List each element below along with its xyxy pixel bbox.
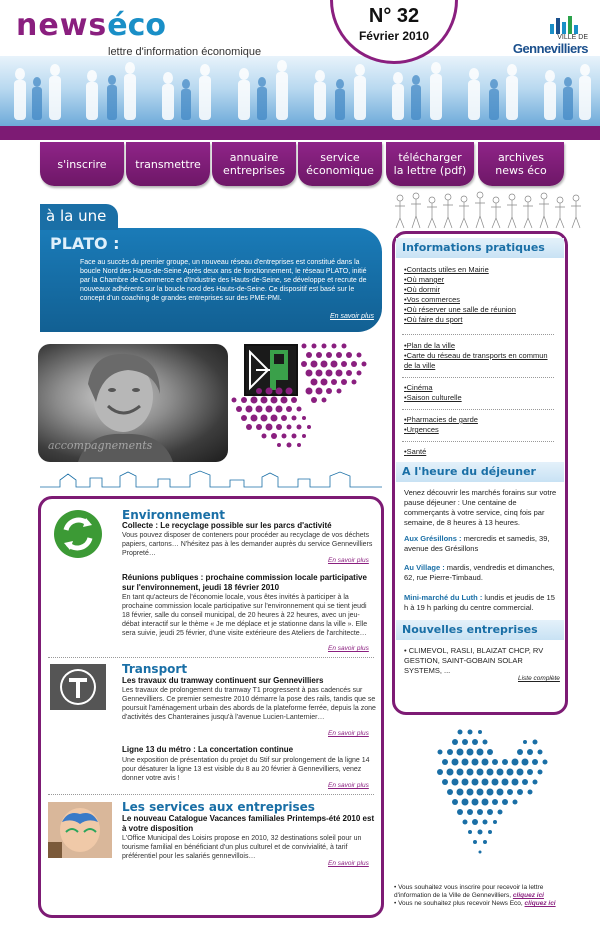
issue-badge <box>330 0 458 64</box>
article-title-reunions[interactable]: Réunions publiques : prochaine commission locale participative sur l'environnement, jeudi 18 février 2010 <box>122 573 367 592</box>
article-text-reunions: En tant qu'acteurs de l'économie locale, vous êtes invités à participer à la prochaine commission locale participative sur l'environnement qui se tient jeudi 18 février, salle du conseil municipal, de 20 heures à 22 heures, avec un jeu-débat interactif sur le thème « Je me déplace et je stationne dans la ville ». Elle sera suivie, jeudi 25 février, d'une visite extérieure des Ateliers de l'architecte… <box>122 594 368 637</box>
divider <box>402 334 554 335</box>
footer-subscribe-link[interactable]: cliquez ici <box>512 892 544 899</box>
infos-list-5 <box>404 447 426 457</box>
nav-transmettre[interactable]: transmettre <box>126 142 210 186</box>
divider <box>48 657 374 658</box>
city-prefix: VILLE DE <box>557 34 588 41</box>
plato-text: Face au succès du premier groupe, un nouveau réseau d'entreprises est constitué dans la boucle Nord des Hauts-de-Seine Après deux ans de fonctionnement, le réseau PLATO, initié par la Chambre de Commerce et d'Industrie des Hauts-de-Seine, se développe et recrute de nouveaux adhérents sur la boucle nord des Hauts-de-Seine. Ce dispositif est basé sur le concept d'un coaching de grandes entreprises sur des PME-PMI. <box>80 259 367 302</box>
marche-luth <box>404 593 558 613</box>
nav-service-economique[interactable]: service économique <box>298 142 382 186</box>
footer-subscribe-line <box>394 884 578 900</box>
logo-news: news <box>16 8 108 43</box>
link-cinema[interactable]: • Cinéma <box>404 383 462 393</box>
nouvelles-text: • CLIMEVOL, RASLI, BLAIZAT CHCP, RV GESTION, SAINT-GOBAIN SOLAR SYSTEMS, ... <box>404 646 544 675</box>
marche-luth-text: lundis et jeudis de 15 h à 19 h parking du centre commercial. <box>404 593 555 612</box>
article-title-ligne13[interactable]: Ligne 13 du métro : La concertation continue <box>122 745 294 754</box>
logo-subtitle: lettre d'information économique <box>108 46 262 58</box>
nav-archives[interactable]: archives news éco <box>478 142 564 186</box>
article-text-tramway: Les travaux de prolongement du tramway T1 progressent à pas cadencés sur Gennevilliers. Ce premier semestre 2010 démarre la pose des rails, tandis que se poursuit l'aménagement urbain des abords de la plateforme ferrée, depuis la zone d'activités des Chanteraines jusqu'à l'avenue Lucien-Lanternier… <box>122 687 376 721</box>
child-painted-face-icon <box>48 802 112 858</box>
main-nav <box>0 142 600 190</box>
dejeuner-title: A l'heure du déjeuner <box>402 465 536 478</box>
tramway-t-icon <box>50 664 106 710</box>
article-title-collecte[interactable]: Collecte : Le recyclage possible sur les parcs d'activité <box>122 521 332 530</box>
article-title-tramway[interactable]: Les travaux du tramway continuent sur Gennevilliers <box>122 676 324 685</box>
footer-line1: • Vous souhaitez vous inscrire pour recevoir la lettre d'information de la Ville de Gennevilliers, <box>394 884 544 899</box>
more-link-ligne13[interactable]: En savoir plus <box>328 782 369 789</box>
footer-subscription-note <box>394 884 578 908</box>
article-text-catalogue: L'Office Municipal des Loisirs propose en 2010, 32 destinations soleil pour un tourisme familial en bénéficiant d'un plus culturel et de convivialité, à tarif préférentiel pour les salariés gennevillois… <box>122 835 362 860</box>
link-ou-manger[interactable]: • Où manger <box>404 275 516 285</box>
infos-title: Informations pratiques <box>402 241 545 254</box>
marche-village-name: Au Village : <box>404 563 445 572</box>
city-name: Gennevilliers <box>512 41 588 56</box>
logo-eco: éco <box>107 8 167 43</box>
divider <box>402 377 554 378</box>
dots-decoration-blue <box>420 724 580 880</box>
plato-more-link[interactable]: En savoir plus <box>330 313 374 320</box>
marche-village <box>404 563 558 583</box>
article-text-collecte: Vous pouvez disposer de conteners pour procéder au recyclage de vos déchets papiers, cartons… N'hésitez pas à les demander auprès du service Gennevilliers Propreté… <box>122 532 373 557</box>
nav-telecharger[interactable]: télécharger la lettre (pdf) <box>386 142 474 186</box>
dots-decoration-purple <box>226 338 386 468</box>
link-pharmacies[interactable]: • Pharmacies de garde <box>404 415 478 425</box>
crowd-banner <box>0 56 600 128</box>
nouvelles-more-link[interactable]: Liste complète <box>518 675 560 682</box>
issue-number: N° 32 <box>368 5 420 27</box>
nouvelles-title: Nouvelles entreprises <box>402 623 538 636</box>
newseco-logo <box>16 8 262 58</box>
more-link-catalogue[interactable]: En savoir plus <box>328 860 369 867</box>
skyline-decoration <box>40 468 382 488</box>
more-link-collecte[interactable]: En savoir plus <box>328 557 369 564</box>
plato-title: PLATO : <box>50 234 120 253</box>
more-link-reunions[interactable]: En savoir plus <box>328 645 369 652</box>
more-link-tramway[interactable]: En savoir plus <box>328 730 369 737</box>
infos-list-2 <box>404 341 554 371</box>
section-title-environnement: Environnement <box>122 508 225 522</box>
footer-unsubscribe-line <box>394 900 578 908</box>
infos-list-4 <box>404 415 478 435</box>
city-skyline-icon <box>508 16 588 34</box>
city-logo[interactable] <box>508 16 588 56</box>
infos-list-1 <box>404 265 516 325</box>
section-title-services: Les services aux entreprises <box>122 800 315 814</box>
link-reserver-salle[interactable]: • Où réserver une salle de réunion <box>404 305 516 315</box>
section-title-transport: Transport <box>122 662 188 676</box>
article-text-ligne13: Une exposition de présentation du projet du Stif sur prolongement de la ligne 14 pour désaturer la ligne 13 est visible du 8 au 20 février à Gennevilliers, venez donner votre avis ! <box>122 757 370 782</box>
link-contacts-mairie[interactable]: • Contacts utiles en Mairie <box>404 265 516 275</box>
link-plan-ville[interactable]: • Plan de la ville <box>404 341 554 351</box>
link-carte-transports[interactable]: • Carte du réseau de transports en commun de la ville <box>404 351 554 371</box>
link-sante[interactable]: • Santé <box>404 447 426 457</box>
coaching-photo <box>38 344 228 462</box>
footer-line2: • Vous ne souhaitez plus recevoir News Eco, <box>394 900 525 907</box>
alaune-tab: à la une <box>40 204 118 230</box>
divider <box>402 409 554 410</box>
infos-list-3 <box>404 383 462 403</box>
marche-village-text: mardis, vendredis et dimanches, 62, rue Pierre-Timbaud. <box>404 563 555 582</box>
article-title-catalogue[interactable]: Le nouveau Catalogue Vacances familiales Printemps-été 2010 est à votre disposition <box>122 814 375 833</box>
marche-gresillons <box>404 534 558 554</box>
link-saison-culturelle[interactable]: • Saison culturelle <box>404 393 462 403</box>
footer-unsubscribe-link[interactable]: cliquez ici <box>524 900 556 907</box>
dejeuner-intro: Venez découvrir les marchés forains sur votre pause déjeuner : Une centaine de commerçants à votre service, cinq fois par semaine, de 8 heures à 13 heures. <box>404 488 557 527</box>
header-band <box>0 126 600 140</box>
link-vos-commerces[interactable]: • Vos commerces <box>404 295 516 305</box>
link-ou-dormir[interactable]: • Où dormir <box>404 285 516 295</box>
recycle-icon <box>52 508 104 560</box>
nav-annuaire[interactable]: annuaire entreprises <box>212 142 296 186</box>
marche-gresillons-text: mercredis et samedis, 39, avenue des Grésillons <box>404 534 550 553</box>
nav-sinscrire[interactable]: s'inscrire <box>40 142 124 186</box>
marche-gresillons-name: Aux Grésillons : <box>404 534 462 543</box>
photo-caption: accompagnements <box>48 439 153 452</box>
link-urgences[interactable]: • Urgences <box>404 425 478 435</box>
marche-luth-name: Mini-marché du Luth : <box>404 593 483 602</box>
issue-date: Février 2010 <box>358 29 430 43</box>
divider <box>402 441 554 442</box>
divider <box>48 794 374 795</box>
header <box>0 0 600 140</box>
crowd-sketch-decoration <box>390 188 590 232</box>
link-faire-sport[interactable]: • Où faire du sport <box>404 315 516 325</box>
